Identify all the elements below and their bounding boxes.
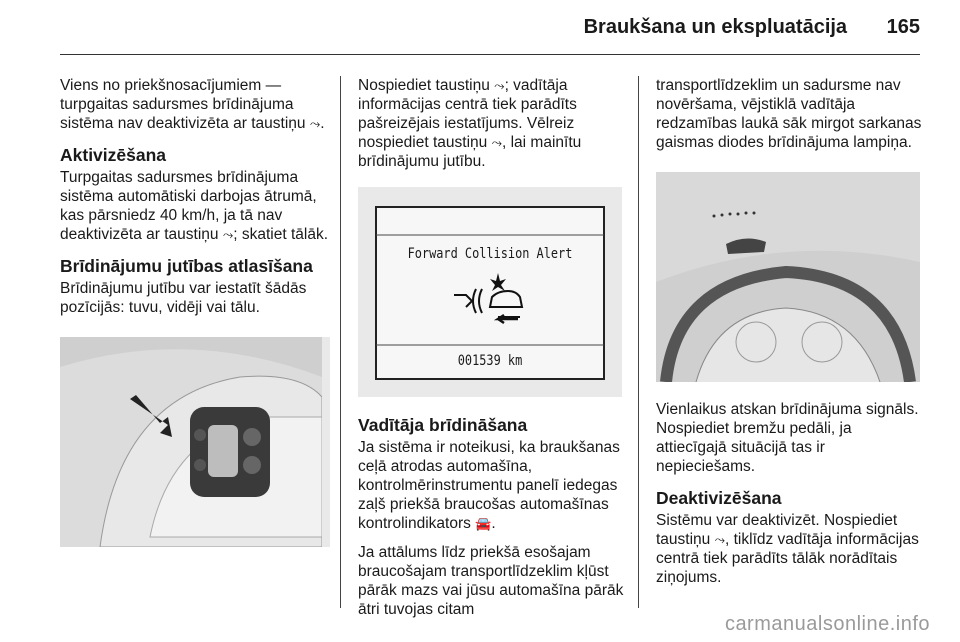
collision-alert-key-icon: ⤳ bbox=[491, 135, 502, 150]
column-3 bbox=[656, 76, 926, 597]
header-rule bbox=[60, 54, 920, 55]
page-number: 165 bbox=[886, 16, 920, 38]
vehicle-ahead-indicator-icon: 🚘 bbox=[475, 516, 492, 531]
watermark: carmanualsonline.info bbox=[724, 613, 930, 635]
windshield-led-image bbox=[656, 172, 920, 382]
paragraph: Ja attālums līdz priekšā esošajam braucošajam transportlīdzeklim kļūst pārāk mazs vai jūsu automašīna pārāk ātri tuvojas citam bbox=[358, 544, 624, 618]
steering-wheel-image bbox=[60, 337, 330, 547]
column-divider bbox=[638, 76, 639, 608]
collision-alert-key-icon: ⤳ bbox=[222, 227, 234, 242]
paragraph: Vienlaikus atskan brīdinājuma signāls. Nospiediet bremžu pedāli, ja attiecīgajā situācijā tas ir nepieciešams. bbox=[656, 401, 919, 475]
paragraph: Nospiediet taustiņu ⤳; vadītāja informācijas centrā tiek parādīts pašreizējais iestatījums. Vēlreiz nospiediet taustiņu ⤳, lai mainītu brīdinājumu jutību. bbox=[358, 77, 582, 170]
paragraph: Viens no priekšnosacījumiem — turpgaitas sadursmes brīdinājuma sistēma nav deaktivizēta ar taustiņu ⤳. bbox=[60, 77, 325, 132]
odometer-reading: 001539 km bbox=[457, 353, 523, 369]
driver-info-display-image bbox=[358, 187, 622, 397]
paragraph: Ja sistēma ir noteikusi, ka braukšanas ceļā atrodas automašīna, kontrolmērinstrumentu panelī iedegas zaļš priekšā braucošas automašīnas kontrolindikators 🚘. bbox=[358, 439, 620, 532]
collision-alert-key-icon: ⤳ bbox=[494, 78, 505, 93]
paragraph: transportlīdzeklim un sadursme nav novēršama, vējstiklā vadītāja redzamības laukā sāk mirgot sarkanas gaismas diodes brīdinājuma lampiņa. bbox=[656, 77, 922, 151]
column-2 bbox=[358, 76, 628, 629]
column-divider bbox=[340, 76, 341, 608]
heading-activation: Aktivizēšana bbox=[60, 145, 167, 165]
page-header bbox=[60, 16, 920, 48]
paragraph: Sistēmu var deaktivizēt. Nospiediet taustiņu ⤳, tiklīdz vadītāja informācijas centrā tiek parādīts tālāk norādītais ziņojums. bbox=[656, 512, 919, 586]
column-1 bbox=[60, 76, 330, 565]
collision-alert-key-icon: ⤳ bbox=[309, 116, 321, 131]
heading-driver-warning: Vadītāja brīdināšana bbox=[358, 415, 528, 435]
heading-sensitivity: Brīdinājumu jutības atlasīšana bbox=[60, 256, 313, 276]
page-title: Braukšana un ekspluatācija bbox=[583, 16, 848, 38]
collision-alert-key-icon: ⤳ bbox=[714, 532, 726, 547]
paragraph: Brīdinājumu jutību var iestatīt šādās pozīcijās: tuvu, vidēji vai tālu. bbox=[60, 280, 307, 316]
heading-deactivation: Deaktivizēšana bbox=[656, 488, 782, 508]
display-title: Forward Collision Alert bbox=[407, 246, 573, 262]
paragraph: Turpgaitas sadursmes brīdinājuma sistēma automātiski darbojas ātrumā, kas pārsniedz 40 km/h, ja tā nav deaktivizēta ar taustiņu ⤳; skatiet tālāk. bbox=[60, 169, 329, 243]
